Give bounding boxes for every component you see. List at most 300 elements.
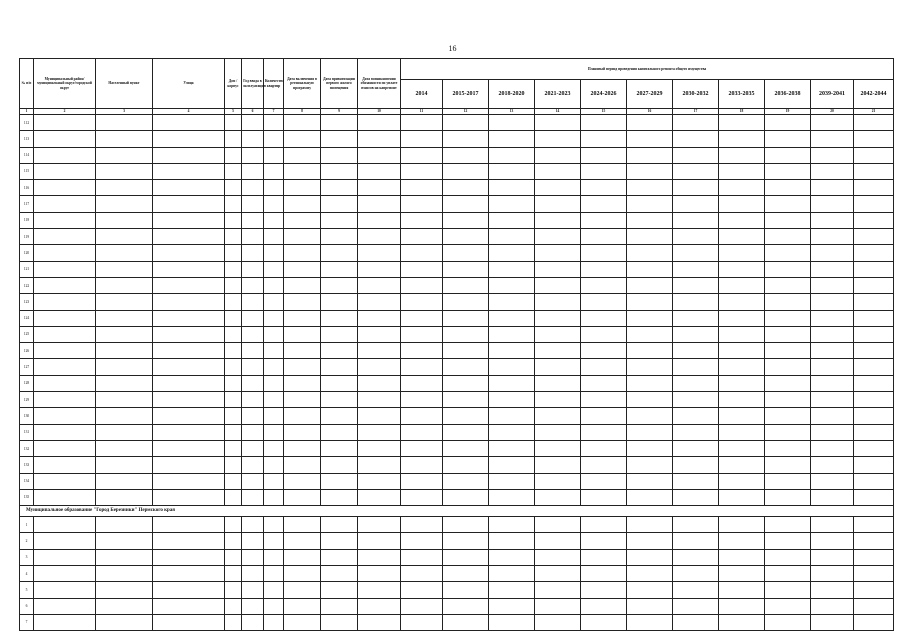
apartments-cell [264,131,284,147]
row-number: 119 [20,229,34,245]
planned-period-cell [489,489,535,505]
planned-period-cell [401,310,443,326]
planned-period-cell [443,549,489,565]
table-body [20,109,894,631]
apartments-cell [264,294,284,310]
column-number: 15 [581,109,627,115]
settlement-cell [96,147,153,163]
settlement-cell [96,375,153,391]
inclusion-date-cell [284,517,321,533]
planned-period-cell [489,517,535,533]
year-built-cell [242,131,264,147]
planned-period-cell [535,614,581,630]
planned-period-cell [673,212,719,228]
planned-period-cell [443,131,489,147]
planned-period-cell [401,277,443,293]
apartments-cell [264,163,284,179]
planned-period-cell [535,229,581,245]
inclusion-date-cell [284,277,321,293]
header-no: № п/п [20,59,34,109]
municipality-cell [34,147,96,163]
row-number: 133 [20,457,34,473]
house-cell [225,359,242,375]
street-cell [153,375,225,391]
page-number: 16 [448,44,457,53]
planned-period-cell [854,229,894,245]
street-cell [153,473,225,489]
table-row [20,566,894,582]
planned-period-cell [719,614,765,630]
header-settlement: Населенный пункт [96,59,153,109]
obligation-date-cell [358,533,401,549]
planned-period-cell [811,212,854,228]
planned-period-cell [489,294,535,310]
privatization-date-cell [321,473,358,489]
privatization-date-cell [321,294,358,310]
planned-period-cell [443,245,489,261]
year-built-cell [242,440,264,456]
settlement-cell [96,473,153,489]
inclusion-date-cell [284,261,321,277]
planned-period-cell [443,310,489,326]
planned-period-cell [627,115,673,131]
apartments-cell [264,533,284,549]
planned-period-cell [581,566,627,582]
apartments-cell [264,343,284,359]
planned-period-cell [627,310,673,326]
year-built-cell [242,180,264,196]
planned-period-cell [811,566,854,582]
apartments-cell [264,229,284,245]
planned-period-cell [401,261,443,277]
planned-period-cell [443,261,489,277]
inclusion-date-cell [284,408,321,424]
capital-repair-table-container [19,58,894,631]
planned-period-cell [627,566,673,582]
inclusion-date-cell [284,549,321,565]
planned-period-cell [765,326,811,342]
table-row [20,245,894,261]
row-number: 1 [20,517,34,533]
planned-period-cell [811,582,854,598]
row-number: 6 [20,598,34,614]
planned-period-cell [581,229,627,245]
municipality-cell [34,326,96,342]
planned-period-cell [719,489,765,505]
planned-period-cell [443,517,489,533]
house-cell [225,549,242,565]
table-row [20,533,894,549]
planned-period-cell [581,598,627,614]
street-cell [153,294,225,310]
planned-period-cell [719,457,765,473]
settlement-cell [96,359,153,375]
planned-period-cell [765,115,811,131]
planned-period-cell [581,440,627,456]
planned-period-cell [811,294,854,310]
planned-period-cell [811,261,854,277]
table-row [20,294,894,310]
settlement-cell [96,115,153,131]
planned-period-cell [854,310,894,326]
obligation-date-cell [358,277,401,293]
year-built-cell [242,375,264,391]
obligation-date-cell [358,440,401,456]
column-number: 1 [20,109,34,115]
capital-repair-table [19,58,894,631]
street-cell [153,517,225,533]
planned-period-cell [673,359,719,375]
apartments-cell [264,549,284,565]
municipality-cell [34,598,96,614]
planned-period-cell [401,359,443,375]
house-cell [225,261,242,277]
planned-period-cell [627,229,673,245]
planned-period-cell [854,566,894,582]
privatization-date-cell [321,277,358,293]
planned-period-cell [627,598,673,614]
planned-period-cell [627,343,673,359]
planned-period-cell [854,326,894,342]
planned-period-cell [673,440,719,456]
municipality-cell [34,614,96,630]
planned-period-cell [854,212,894,228]
table-row [20,343,894,359]
planned-period-cell [719,163,765,179]
planned-period-cell [581,326,627,342]
table-row [20,115,894,131]
planned-period-cell [581,115,627,131]
planned-period-cell [673,147,719,163]
table-row [20,277,894,293]
house-cell [225,566,242,582]
house-cell [225,180,242,196]
row-number: 4 [20,566,34,582]
year-header: 2027-2029 [627,80,673,109]
planned-period-cell [811,326,854,342]
obligation-date-cell [358,326,401,342]
column-number: 9 [321,109,358,115]
obligation-date-cell [358,392,401,408]
house-cell [225,614,242,630]
table-row [20,598,894,614]
municipality-cell [34,424,96,440]
street-cell [153,440,225,456]
street-cell [153,245,225,261]
planned-period-cell [401,294,443,310]
street-cell [153,598,225,614]
planned-period-cell [765,277,811,293]
planned-period-cell [535,375,581,391]
planned-period-cell [401,196,443,212]
municipality-cell [34,163,96,179]
header-municipality: Муниципальный район/муниципальный округ/городской округ [34,59,96,109]
planned-period-cell [765,533,811,549]
column-number: 11 [401,109,443,115]
street-cell [153,457,225,473]
street-cell [153,582,225,598]
planned-period-cell [401,424,443,440]
planned-period-cell [719,294,765,310]
planned-period-cell [854,131,894,147]
inclusion-date-cell [284,147,321,163]
municipality-cell [34,277,96,293]
column-number: 17 [673,109,719,115]
obligation-date-cell [358,180,401,196]
planned-period-cell [765,457,811,473]
planned-period-cell [811,343,854,359]
planned-period-cell [765,261,811,277]
table-row [20,549,894,565]
year-built-cell [242,343,264,359]
row-number: 135 [20,489,34,505]
municipality-cell [34,375,96,391]
row-number: 131 [20,424,34,440]
planned-period-cell [443,582,489,598]
table-row [20,261,894,277]
obligation-date-cell [358,229,401,245]
planned-period-cell [673,408,719,424]
planned-period-cell [489,424,535,440]
street-cell [153,392,225,408]
planned-period-cell [673,489,719,505]
street-cell [153,326,225,342]
planned-period-cell [535,180,581,196]
planned-period-cell [765,343,811,359]
planned-period-cell [854,163,894,179]
municipality-cell [34,549,96,565]
year-built-cell [242,517,264,533]
planned-period-cell [854,147,894,163]
planned-period-cell [535,457,581,473]
planned-period-cell [719,131,765,147]
planned-period-cell [401,566,443,582]
planned-period-cell [765,147,811,163]
street-cell [153,533,225,549]
planned-period-cell [401,212,443,228]
table-row [20,163,894,179]
privatization-date-cell [321,343,358,359]
planned-period-cell [401,245,443,261]
planned-period-cell [401,115,443,131]
planned-period-cell [535,566,581,582]
row-number: 7 [20,614,34,630]
settlement-cell [96,277,153,293]
year-built-cell [242,163,264,179]
table-row [20,489,894,505]
row-number: 116 [20,180,34,196]
row-number: 113 [20,131,34,147]
planned-period-cell [854,598,894,614]
house-cell [225,343,242,359]
year-built-cell [242,277,264,293]
column-number: 10 [358,109,401,115]
year-built-cell [242,326,264,342]
settlement-cell [96,517,153,533]
planned-period-cell [489,408,535,424]
year-built-cell [242,582,264,598]
street-cell [153,489,225,505]
planned-period-cell [627,147,673,163]
settlement-cell [96,326,153,342]
settlement-cell [96,392,153,408]
planned-period-cell [765,566,811,582]
row-number: 5 [20,582,34,598]
planned-period-cell [673,598,719,614]
planned-period-cell [443,277,489,293]
planned-period-cell [627,294,673,310]
planned-period-cell [627,196,673,212]
planned-period-cell [401,229,443,245]
year-built-cell [242,473,264,489]
planned-period-cell [811,359,854,375]
row-number: 130 [20,408,34,424]
obligation-date-cell [358,147,401,163]
planned-period-cell [719,598,765,614]
planned-period-cell [719,245,765,261]
settlement-cell [96,614,153,630]
year-built-cell [242,598,264,614]
column-number: 12 [443,109,489,115]
planned-period-cell [627,163,673,179]
planned-period-cell [535,163,581,179]
planned-period-cell [401,180,443,196]
planned-period-cell [535,424,581,440]
planned-period-cell [489,196,535,212]
planned-period-cell [581,489,627,505]
street-cell [153,147,225,163]
apartments-cell [264,566,284,582]
inclusion-date-cell [284,392,321,408]
settlement-cell [96,408,153,424]
planned-period-cell [811,614,854,630]
planned-period-cell [811,245,854,261]
house-cell [225,473,242,489]
planned-period-cell [581,375,627,391]
settlement-cell [96,424,153,440]
obligation-date-cell [358,473,401,489]
apartments-cell [264,261,284,277]
year-built-cell [242,245,264,261]
street-cell [153,131,225,147]
planned-period-cell [854,261,894,277]
year-header: 2039-2041 [811,80,854,109]
street-cell [153,261,225,277]
inclusion-date-cell [284,457,321,473]
planned-period-cell [535,582,581,598]
house-cell [225,294,242,310]
planned-period-cell [401,375,443,391]
street-cell [153,343,225,359]
planned-period-cell [811,131,854,147]
planned-period-cell [627,180,673,196]
year-built-cell [242,294,264,310]
settlement-cell [96,131,153,147]
column-number: 3 [96,109,153,115]
privatization-date-cell [321,566,358,582]
header-planned-period: Плановый период проведения капитального ремонта общего имущества [401,59,894,80]
street-cell [153,566,225,582]
planned-period-cell [489,533,535,549]
obligation-date-cell [358,212,401,228]
privatization-date-cell [321,457,358,473]
inclusion-date-cell [284,115,321,131]
year-built-cell [242,261,264,277]
planned-period-cell [627,245,673,261]
planned-period-cell [811,392,854,408]
column-number: 21 [854,109,894,115]
planned-period-cell [443,408,489,424]
settlement-cell [96,343,153,359]
year-header: 2036-2038 [765,80,811,109]
planned-period-cell [535,277,581,293]
planned-period-cell [627,212,673,228]
privatization-date-cell [321,310,358,326]
street-cell [153,359,225,375]
planned-period-cell [719,343,765,359]
year-built-cell [242,408,264,424]
planned-period-cell [854,277,894,293]
table-row [20,440,894,456]
planned-period-cell [765,310,811,326]
planned-period-cell [854,440,894,456]
planned-period-cell [719,392,765,408]
planned-period-cell [627,533,673,549]
obligation-date-cell [358,598,401,614]
municipality-cell [34,457,96,473]
municipality-cell [34,294,96,310]
planned-period-cell [401,147,443,163]
planned-period-cell [673,294,719,310]
planned-period-cell [489,212,535,228]
row-number: 123 [20,294,34,310]
house-cell [225,131,242,147]
privatization-date-cell [321,408,358,424]
planned-period-cell [535,440,581,456]
planned-period-cell [489,598,535,614]
planned-period-cell [765,424,811,440]
row-number: 117 [20,196,34,212]
apartments-cell [264,614,284,630]
planned-period-cell [401,163,443,179]
planned-period-cell [765,163,811,179]
privatization-date-cell [321,614,358,630]
planned-period-cell [673,229,719,245]
privatization-date-cell [321,115,358,131]
settlement-cell [96,440,153,456]
municipality-cell [34,245,96,261]
planned-period-cell [443,294,489,310]
planned-period-cell [489,180,535,196]
planned-period-cell [535,261,581,277]
planned-period-cell [443,614,489,630]
obligation-date-cell [358,614,401,630]
planned-period-cell [627,489,673,505]
obligation-date-cell [358,196,401,212]
planned-period-cell [535,392,581,408]
settlement-cell [96,598,153,614]
planned-period-cell [627,326,673,342]
planned-period-cell [627,408,673,424]
planned-period-cell [535,326,581,342]
planned-period-cell [854,424,894,440]
municipality-cell [34,408,96,424]
planned-period-cell [443,457,489,473]
planned-period-cell [443,343,489,359]
table-row [20,310,894,326]
municipality-cell [34,180,96,196]
house-cell [225,517,242,533]
